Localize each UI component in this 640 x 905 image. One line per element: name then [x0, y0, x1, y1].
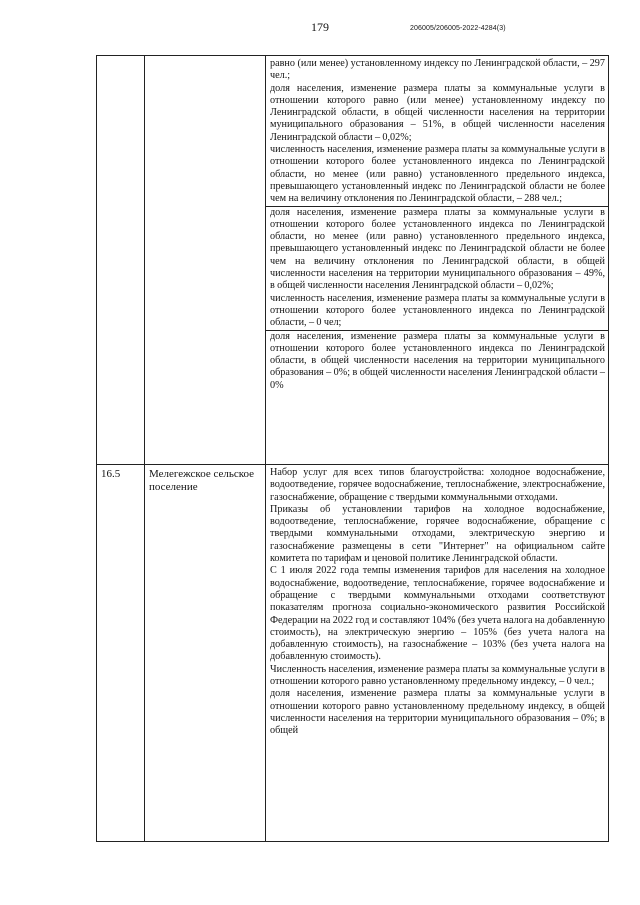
description-cell: [266, 56, 609, 465]
row-number-cell: [97, 56, 145, 465]
row-number-cell: 16.5: [97, 465, 145, 842]
data-table: [96, 55, 609, 842]
paragraph: доля населения, изменение размера платы за коммунальные услуги в отношении которого более установленного индекса по Ленинградской области, в общей численности населения на территории муниципального образования – 0%; в общей численности населения Ленинградской области – 0%: [270, 330, 605, 391]
table-row: [97, 56, 609, 465]
paragraph: доля населения, изменение размера платы за коммунальные услуги в отношении которого более установленного индекса по Ленинградской области, но менее (или равно) установленного предельного индекса, превышающего установленный индекс по Ленинградской области не более чем на величину отклонения по Ленинградской области, в общей численности населения на территории муниципального образования – 49%, в общей численности населения Ленинградской области – 0,02%;: [270, 206, 605, 292]
page-number: 179: [311, 20, 329, 34]
paragraph: Численность населения, изменение размера платы за коммунальные услуги в отношении которого равно установленному предельному индексу, – 0 чел.;: [270, 663, 605, 688]
paragraph: доля населения, изменение размера платы за коммунальные услуги в отношении которого равно (или менее) установленному индексу по Ленинградской области, в общей численности населения на территории муниципального образования – 51%, в общей численности населения Ленинградской области – 0,02%;: [270, 82, 605, 143]
description-cell: [266, 465, 609, 842]
document-id: 206005/206005-2022-4284(3): [410, 25, 506, 32]
settlement-name-cell: [145, 56, 266, 465]
paragraph: доля населения, изменение размера платы за коммунальные услуги в отношении которого равно установленному предельному индексу, в общей численности населения на территории муниципального образования – 0%; в общей: [270, 688, 605, 737]
paragraph: численность населения, изменение размера платы за коммунальные услуги в отношении которого более установленного индекса по Ленинградской области, но менее (или равно) установленного предельного индекса, превышающего установленный индекс по Ленинградской области не более чем на величину отклонения по Ленинградской области, – 288 чел.;: [270, 144, 605, 205]
paragraph: Набор услуг для всех типов благоустройства: холодное водоснабжение, водоотведение, горячее водоснабжение, теплоснабжение, электроснабжение, газоснабжение, обращение с твердыми коммунальными отходами.: [270, 467, 605, 503]
settlement-name-cell: Мелегежское сельское поселение: [145, 465, 266, 842]
table-row: [97, 465, 609, 842]
paragraph: равно (или менее) установленному индексу по Ленинградской области, – 297 чел.;: [270, 58, 605, 82]
paragraph: Приказы об установлении тарифов на холодное водоснабжение, водоотведение, теплоснабжение, горячее водоснабжение, обращение с твердыми коммунальными отходами, электрическую энергию и газоснабжение размещены в сети "Интернет" на официальном сайте комитета по тарифам и ценовой политике Ленинградской области.: [270, 503, 605, 565]
paragraph: численность населения, изменение размера платы за коммунальные услуги в отношении которого более установленного индекса по Ленинградской области, – 0 чел;: [270, 292, 605, 329]
paragraph: С 1 июля 2022 года темпы изменения тарифов для населения на холодное водоснабжение, водоотведение, теплоснабжение, горячее водоснабжение и обращение с твердыми коммунальными отходами соответствуют показателям прогноза социально-экономического развития Российской Федерации на 2022 год и составляют 104% (без учета налога на добавленную стоимость), на электрическую энергию – 105% (без учета налога на добавленную стоимость), на газоснабжение – 103% (без учета налога на добавленную стоимость).: [270, 565, 606, 663]
